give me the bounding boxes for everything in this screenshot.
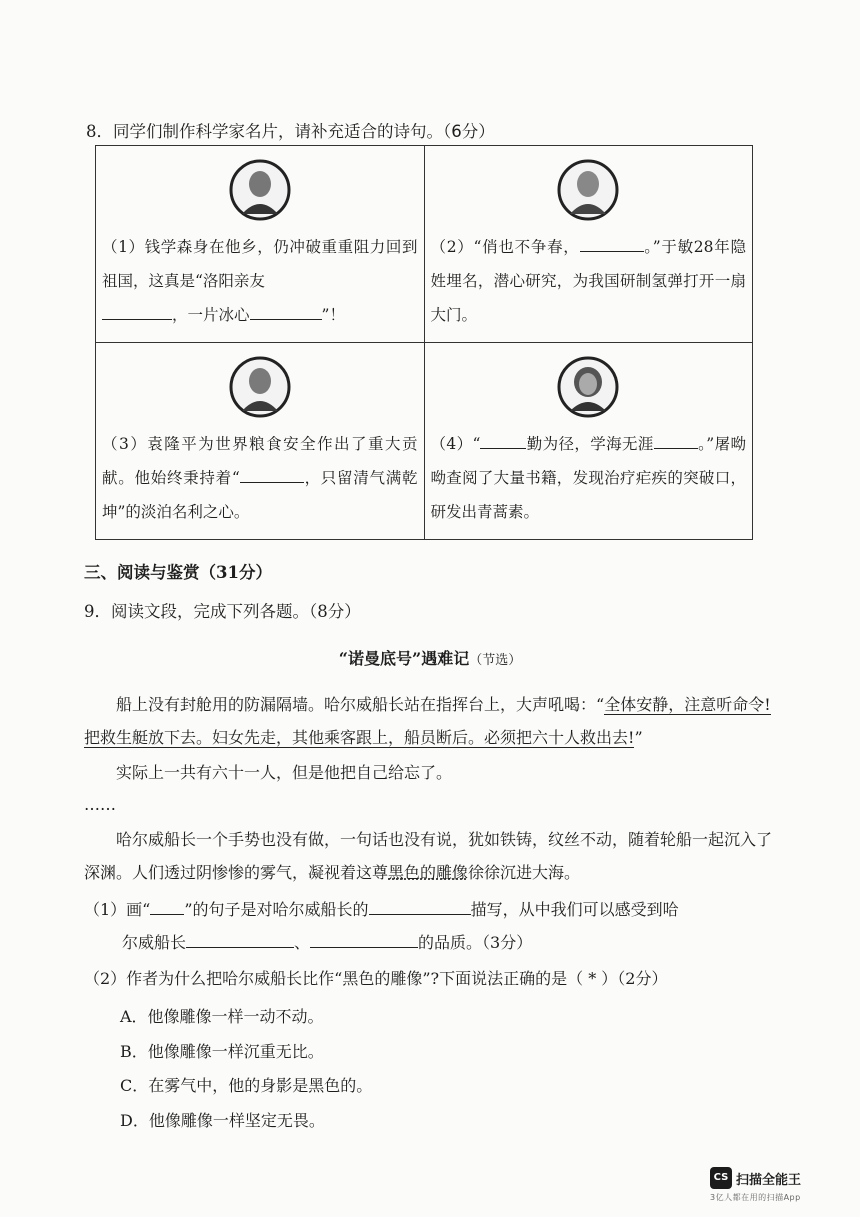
camscanner-watermark (710, 1167, 840, 1203)
sq1-blank-mark[interactable] (150, 898, 184, 915)
sq1-blank-quality-2[interactable] (310, 931, 418, 948)
p3-line-b-pre: 起沉入了深渊。人们透过阴惨惨的雾气，凝视着这尊 (84, 830, 773, 882)
cs-app-name: 扫描全能王 (736, 1172, 802, 1188)
question-9-heading: 9．阅读文段，完成下列各题。（8分） (84, 602, 361, 621)
passage-paragraph-3 (84, 823, 774, 889)
card-qian-xuesen (96, 146, 425, 343)
card-4-blank-a[interactable] (480, 432, 526, 449)
scientist-cards-table (95, 145, 753, 540)
cs-tagline: 3亿人都在用的扫描App (710, 1193, 801, 1202)
card-3-blank[interactable] (240, 466, 304, 483)
card-1-pre: 钱学森身在他乡，仍冲破重重阻力回到祖国，这真是“洛阳亲友 (102, 238, 418, 290)
option-d[interactable]: D．他像雕像一样坚定无畏。 (120, 1111, 325, 1130)
card-2-num: （2） (430, 238, 474, 256)
passage-paragraph-1 (84, 688, 774, 754)
sq1-part-a: （1）画“ (84, 900, 151, 919)
option-c[interactable]: C．在雾气中，他的身影是黑色的。 (120, 1076, 373, 1095)
card-4-mid: 勤为径，学海无涯 (526, 435, 654, 453)
card-yu-min (424, 146, 753, 343)
card-1-blank-b[interactable] (250, 303, 322, 320)
card-1-post: ”！ (321, 306, 345, 324)
sq1-part-e: 、 (294, 933, 311, 952)
sub-question-2: （2）作者为什么把哈尔威船长比作“黑色的雕像”?下面说法正确的是（ * ）（2分） (84, 969, 668, 988)
portrait-icon (228, 355, 292, 419)
sq1-part-d: 尔威船长 (122, 933, 187, 952)
card-4-num: （4） (430, 435, 473, 453)
sq1-part-f: 的品质。（3分） (418, 933, 533, 952)
sq1-blank-quality-1[interactable] (186, 931, 294, 948)
q8-score: （6分） (443, 122, 495, 141)
card-tu-youyou (424, 343, 753, 540)
card-2-text (431, 230, 747, 332)
p1-underlined-a: 全体安静，注 (604, 695, 701, 714)
cs-badge-icon: CS (710, 1167, 732, 1189)
sub-question-1 (84, 893, 784, 959)
card-2-blank[interactable] (580, 235, 644, 252)
story-title-note: （节选） (469, 653, 522, 668)
section-3-heading: 三、阅读与鉴赏（31分） (84, 563, 272, 582)
card-2-pre: “俏也不争春， (473, 238, 580, 256)
p1-underlined-b: 意听命令!把救生艇放下去。妇女先走，其他乘客跟上，船员断后。必须把六十人救出去! (84, 695, 771, 747)
card-4-text (431, 427, 747, 529)
passage-paragraph-2: 实际上一共有六十一人，但是他把自己给忘了。 (116, 763, 453, 782)
portrait-icon (556, 158, 620, 222)
p3-line-a: 哈尔威船长一个手势也没有做，一句话也没有说，犹如铁铸，纹丝不动，随着轮船一 (116, 830, 709, 849)
sq1-part-b: ”的句子是对哈尔威船长的 (184, 900, 369, 919)
card-3-pre: 袁隆平为世界粮食安全作出了重大贡献。他始终秉持着“ (102, 435, 418, 487)
card-2-mid: 。”于敏28年隐姓埋名，潜心研究，为我国研制氢弹打开一扇大门。 (430, 238, 746, 324)
p1-end: ” (634, 728, 643, 747)
card-3-num: （3） (102, 435, 148, 453)
sq1-part-c: 描写，从中我们可以感受到哈 (470, 900, 679, 919)
portrait-icon (556, 355, 620, 419)
q8-heading-text: 8．同学们制作科学家名片，请补充适合的诗句。 (86, 122, 443, 141)
p3-dotted-phrase: 黑色的雕像 (388, 863, 469, 882)
card-yuan-longping (96, 343, 425, 540)
card-4-pre: “ (472, 435, 481, 453)
card-1-mid: ，一片冰心 (172, 306, 250, 324)
card-3-mid: ，只留清气满乾坤”的淡泊名利之心。 (102, 469, 418, 521)
portrait-icon (228, 158, 292, 222)
story-title-text: “诺曼底号”遇难记 (338, 649, 470, 668)
question-8-heading (86, 118, 495, 142)
card-1-num: （1） (102, 238, 145, 256)
card-4-post: 。”屠呦呦查阅了大量书籍，发现治疗疟疾的突破口，研发出青蒿素。 (430, 435, 746, 521)
option-a[interactable]: A．他像雕像一样一动不动。 (120, 1007, 324, 1026)
card-1-text (102, 230, 418, 332)
card-1-blank-a[interactable] (102, 303, 172, 320)
passage-ellipsis: …… (84, 795, 116, 814)
p1-plain: 船上没有封舱用的防漏隔墙。哈尔威船长站在指挥台上，大声吼喝：“ (116, 695, 605, 714)
option-b[interactable]: B．他像雕像一样沉重无比。 (120, 1042, 324, 1061)
story-title (0, 646, 860, 669)
card-4-blank-b[interactable] (654, 432, 698, 449)
sq1-blank-description[interactable] (369, 898, 471, 915)
card-3-text (102, 427, 418, 529)
p3-line-b-post: 徐徐沉进大海。 (468, 863, 581, 882)
